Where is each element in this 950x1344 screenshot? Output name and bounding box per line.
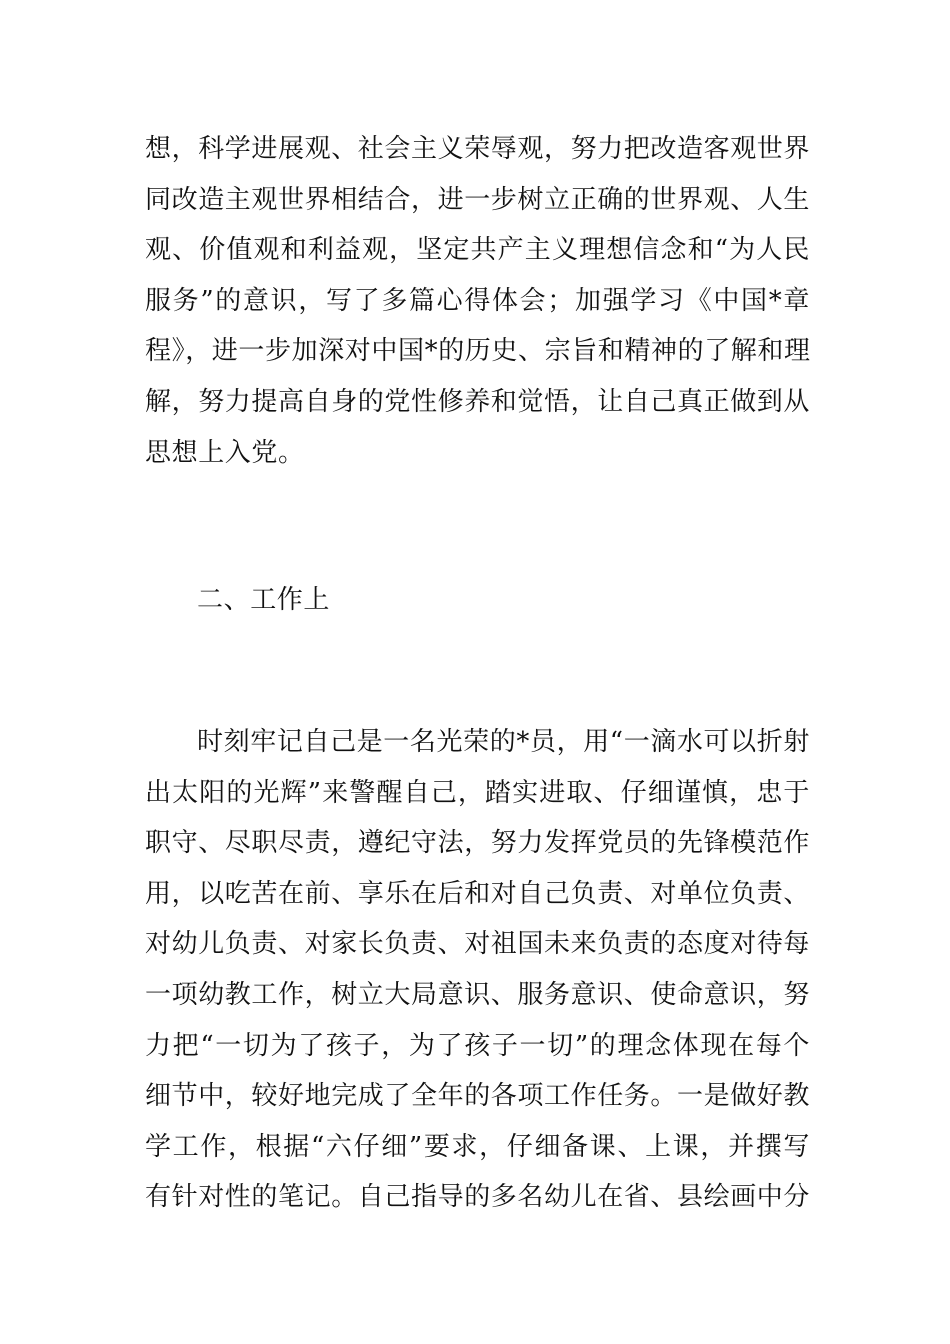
text-line: 程》，进一步加深对中国*的历史、宗旨和精神的了解和理 [145, 336, 811, 367]
section-heading-text: 二、工作上 [197, 585, 331, 615]
text-line: 服务”的意识，写了多篇心得体会；加强学习《中国*章 [145, 285, 810, 316]
paragraph-work [145, 717, 810, 1223]
text-line: 职守、尽职尽责，遵纪守法，努力发挥党员的先锋模范作 [145, 828, 811, 859]
text-line: 同改造主观世界相结合，进一步树立正确的世界观、人生 [145, 184, 811, 215]
text-line: 解，努力提高自身的党性修养和觉悟，让自己真正做到从 [145, 386, 811, 417]
paragraph-political-study [145, 124, 810, 478]
text-line: 细节中，较好地完成了全年的各项工作任务。一是做好教 [145, 1081, 811, 1112]
text-line: 出太阳的光辉”来警醒自己，踏实进取、仔细谨慎，忠于 [145, 777, 810, 808]
text-line: 思想上入党。 [145, 437, 305, 468]
text-line: 对幼儿负责、对家长负责、对祖国未来负责的态度对待每 [145, 929, 811, 960]
text-line: 力把“一切为了孩子，为了孩子一切”的理念体现在每个 [145, 1030, 810, 1061]
text-line: 学工作，根据“六仔细”要求，仔细备课、上课，并撰写 [145, 1131, 810, 1162]
text-line: 有针对性的笔记。自己指导的多名幼儿在省、县绘画中分 [145, 1182, 811, 1213]
text-line: 用，以吃苦在前、享乐在后和对自己负责、对单位负责、 [145, 878, 811, 909]
text-line: 一项幼教工作，树立大局意识、服务意识、使命意识，努 [145, 979, 811, 1010]
text-line: 观、价值观和利益观，坚定共产主义理想信念和“为人民 [145, 235, 810, 266]
text-line: 想，科学进展观、社会主义荣辱观，努力把改造客观世界 [145, 134, 811, 164]
section-heading [145, 575, 810, 626]
text-line: 时刻牢记自己是一名光荣的*员，用“一滴水可以折射 [197, 727, 810, 757]
